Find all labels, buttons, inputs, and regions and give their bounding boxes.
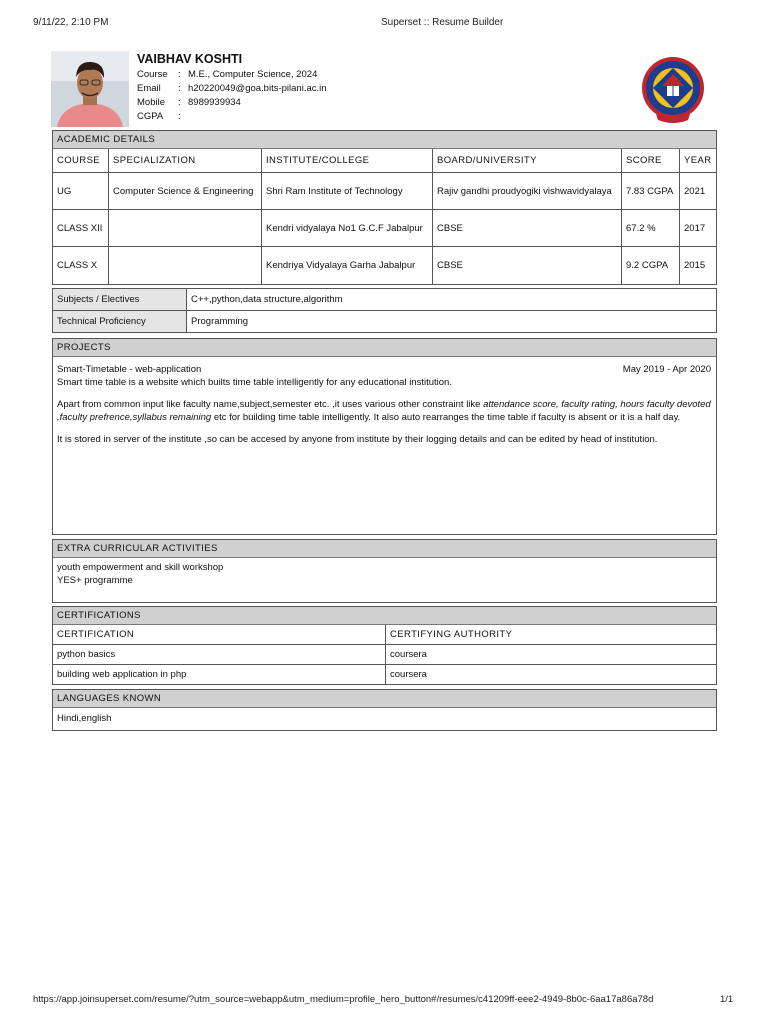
- technical-label: Technical Proficiency: [53, 311, 187, 333]
- cell-institute: Kendriya Vidyalaya Garha Jabalpur: [262, 247, 433, 284]
- certifications-title: CERTIFICATIONS: [53, 607, 716, 625]
- cert-header-row: [53, 625, 717, 645]
- col-header: COURSE: [53, 149, 109, 173]
- print-datetime: 9/11/22, 2:10 PM: [33, 17, 109, 28]
- table-row: [53, 289, 717, 311]
- profile-photo: [51, 51, 129, 127]
- info-row-email: Email : h20220049@goa.bits-pilani.ac.in: [137, 83, 327, 94]
- languages-value: Hindi,english: [57, 713, 112, 724]
- info-value: h20220049@goa.bits-pilani.ac.in: [188, 83, 327, 94]
- table-row: [53, 247, 717, 284]
- certifications-table: [53, 625, 717, 684]
- info-label: CGPA: [137, 111, 164, 122]
- cell-board: CBSE: [433, 210, 622, 247]
- projects-title: PROJECTS: [53, 339, 716, 357]
- cell-board: CBSE: [433, 247, 622, 284]
- print-page-title: Superset :: Resume Builder: [381, 17, 504, 28]
- project-details: Apart from common input like faculty name,subject,semester etc. ,it uses various other constraint like attendance score, faculty rating, hours faculty devoted ,faculty prefrence,syllabus remaining etc for building time table intelligently. It also auto rearranges the time table if faculty is absent or it is a half day.: [57, 399, 711, 423]
- academic-table: [53, 149, 717, 284]
- extra-item: YES+ programme: [57, 575, 133, 586]
- certifications-section: [52, 606, 717, 685]
- cell-course: CLASS X: [53, 247, 109, 284]
- projects-section: [52, 338, 717, 535]
- print-url: https://app.joinsuperset.com/resume/?utm_source=webapp&utm_medium=profile_hero_button#/resumes/c41209ff-eee2-4949-8b0c-6aa17a86a78d: [33, 994, 654, 1005]
- table-row: [53, 311, 717, 333]
- col-header: SPECIALIZATION: [109, 149, 262, 173]
- project-hosting: It is stored in server of the institute ,so can be accesed by anyone from institute by their logging details and can be edited by head of institution.: [57, 434, 658, 445]
- institute-crest-logo: [640, 56, 706, 124]
- extra-item: youth empowerment and skill workshop: [57, 562, 224, 573]
- info-value: M.E., Computer Science, 2024: [188, 69, 318, 80]
- col-header: CERTIFICATION: [53, 625, 386, 645]
- subjects-label: Subjects / Electives: [53, 289, 187, 311]
- cell-score: 7.83 CGPA: [622, 173, 680, 210]
- cell-authority: coursera: [386, 665, 718, 685]
- col-header: INSTITUTE/COLLEGE: [262, 149, 433, 173]
- info-row-course: Course : M.E., Computer Science, 2024: [137, 69, 318, 80]
- info-value: 8989939934: [188, 97, 241, 108]
- info-label: Course: [137, 69, 168, 80]
- cell-score: 67.2 %: [622, 210, 680, 247]
- cell-year: 2021: [680, 173, 718, 210]
- cell-certification: python basics: [53, 645, 386, 665]
- cell-authority: coursera: [386, 645, 718, 665]
- cell-year: 2017: [680, 210, 718, 247]
- info-row-cgpa: CGPA :: [137, 111, 181, 122]
- table-row: [53, 173, 717, 210]
- languages-section: [52, 689, 717, 731]
- col-header: SCORE: [622, 149, 680, 173]
- cell-year: 2015: [680, 247, 718, 284]
- extra-body: [53, 558, 716, 591]
- info-label: Email: [137, 83, 161, 94]
- project-dates: May 2019 - Apr 2020: [622, 364, 711, 375]
- col-header: CERTIFYING AUTHORITY: [386, 625, 718, 645]
- cell-institute: Kendri vidyalaya No1 G.C.F Jabalpur: [262, 210, 433, 247]
- academic-header-row: [53, 149, 717, 173]
- candidate-name: VAIBHAV KOSHTI: [137, 52, 243, 66]
- cell-score: 9.2 CGPA: [622, 247, 680, 284]
- skills-table: [53, 289, 717, 332]
- academic-title: ACADEMIC DETAILS: [53, 131, 716, 149]
- info-row-mobile: Mobile : 8989939934: [137, 97, 241, 108]
- project-summary: Smart time table is a website which builts time table intelligently for any educational institution.: [57, 377, 452, 388]
- cell-specialization: Computer Science & Engineering: [109, 173, 262, 210]
- cell-course: CLASS XII: [53, 210, 109, 247]
- cell-specialization: [109, 247, 262, 284]
- profile-info: [137, 68, 327, 124]
- info-label: Mobile: [137, 97, 165, 108]
- cell-specialization: [109, 210, 262, 247]
- cell-board: Rajiv gandhi proudyogiki vishwavidyalaya: [433, 173, 622, 210]
- cell-certification: building web application in php: [53, 665, 386, 685]
- languages-title: LANGUAGES KNOWN: [53, 690, 716, 708]
- extra-title: EXTRA CURRICULAR ACTIVITIES: [53, 540, 716, 558]
- project-entry: [53, 357, 716, 459]
- table-row: [53, 210, 717, 247]
- skills-section: [52, 288, 717, 333]
- col-header: BOARD/UNIVERSITY: [433, 149, 622, 173]
- academic-section: [52, 130, 717, 285]
- subjects-value: C++,python,data structure,algorithm: [187, 289, 718, 311]
- print-page-number: 1/1: [720, 994, 734, 1005]
- col-header: YEAR: [680, 149, 718, 173]
- project-name: Smart-Timetable - web-application: [57, 364, 202, 375]
- table-row: [53, 665, 717, 685]
- table-row: [53, 645, 717, 665]
- technical-value: Programming: [187, 311, 718, 333]
- extra-curricular-section: [52, 539, 717, 603]
- cell-institute: Shri Ram Institute of Technology: [262, 173, 433, 210]
- cell-course: UG: [53, 173, 109, 210]
